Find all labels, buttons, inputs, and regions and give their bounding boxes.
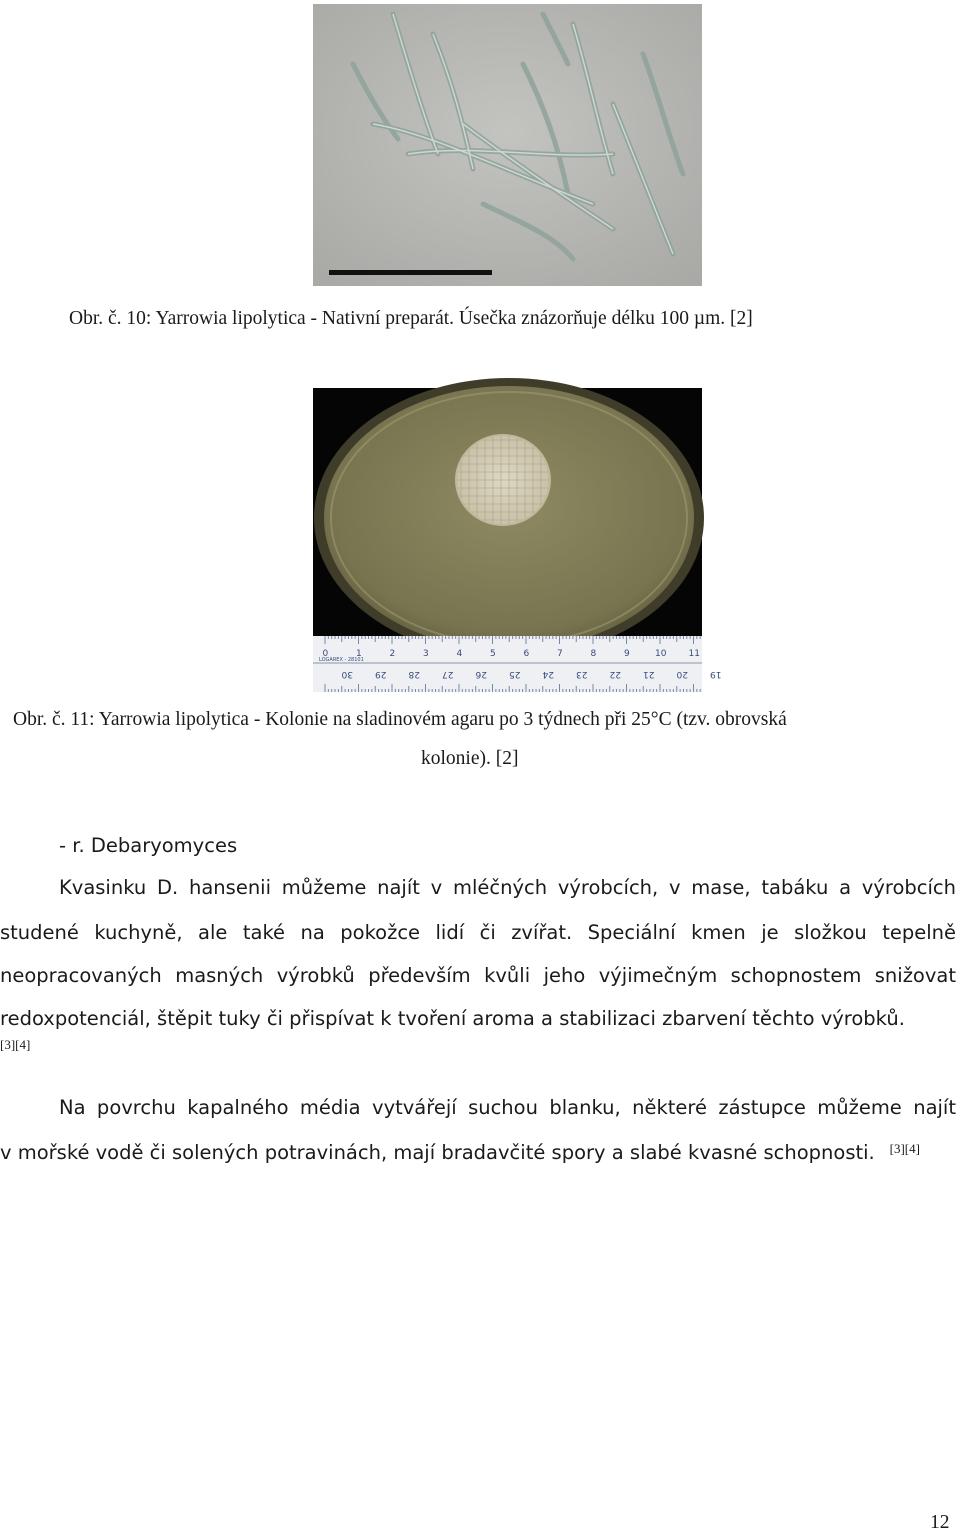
ruler-number: 7 [557, 649, 563, 659]
micrograph-image [313, 4, 702, 286]
hyphae-drawing [313, 4, 702, 286]
para2-line: v mořské vodě či solených potravinách, mají bradavčité spory a slabé kvasné schopnosti. [0, 1141, 875, 1164]
petri-dish-image [313, 388, 722, 692]
ruler-number: 6 [523, 649, 530, 659]
figure-11-caption-line1: Obr. č. 11: Yarrowia lipolytica - Kolonie na sladinovém agaru po 3 týdnech při 25°C (tzv. obrovská [13, 709, 787, 730]
ruler-number: 20 [676, 669, 688, 679]
ruler [313, 636, 722, 692]
ruler-number: 1 [356, 649, 362, 659]
ruler-number: 8 [590, 649, 597, 659]
figure-11-caption-line2: kolonie). [2] [421, 748, 519, 769]
ruler-number: 25 [509, 669, 521, 679]
colony [456, 435, 550, 525]
para1-reference: [3][4] [0, 1037, 31, 1052]
ruler-number: 30 [341, 669, 353, 679]
scale-bar [329, 270, 492, 275]
para2-line: Na povrchu kapalného média vytvářejí suchou blanku, některé zástupce můžeme najít [59, 1096, 956, 1119]
para1-line: Kvasinku D. hansenii můžeme najít v mléčných výrobcích, v mase, tabáku a výrobcích [59, 876, 956, 899]
ruler-number: 28 [408, 669, 420, 679]
ruler-number: 9 [624, 649, 630, 659]
section-heading: - r. Debaryomyces [59, 834, 238, 857]
ruler-number: 26 [475, 669, 487, 679]
ruler-number: 24 [542, 669, 554, 679]
figure-10-caption: Obr. č. 10: Yarrowia lipolytica - Nativní preparát. Úsečka znázorňuje délku 100 µm. [2] [69, 308, 753, 329]
petri-dish-drawing [313, 388, 722, 692]
paragraph-1 [0, 874, 956, 1055]
ruler-number: 29 [375, 669, 387, 679]
para1-line: studené kuchyně, ale také na pokožce lidí či zvířat. Speciální kmen je složkou tepelně [0, 921, 956, 944]
ruler-number: 2 [389, 649, 396, 659]
ruler-number: 0 [322, 649, 329, 659]
ruler-number: 3 [423, 649, 429, 659]
ruler-number: 23 [576, 669, 588, 679]
ruler-number: 11 [688, 649, 700, 659]
page-number: 12 [930, 1512, 950, 1533]
ruler-number: 19 [710, 669, 722, 679]
ruler-number: 5 [490, 649, 496, 659]
ruler-number: 22 [609, 669, 621, 679]
para1-line: neopracovaných masných výrobků především kvůli jeho výjimečným schopnostem snižovat [0, 964, 956, 987]
ruler-number: 27 [442, 669, 454, 679]
ruler-number: 21 [643, 669, 655, 679]
para2-reference: [3][4] [889, 1141, 920, 1156]
paragraph-2 [0, 1094, 956, 1169]
ruler-number: 4 [456, 649, 463, 659]
ruler-number: 10 [655, 649, 667, 659]
ruler-label: LOGAREX - 28101 [319, 657, 364, 663]
para1-line: redoxpotenciál, štěpit tuky či přispívat k tvoření aroma a stabilizaci zbarvení těchto výrobků. [0, 1007, 905, 1030]
